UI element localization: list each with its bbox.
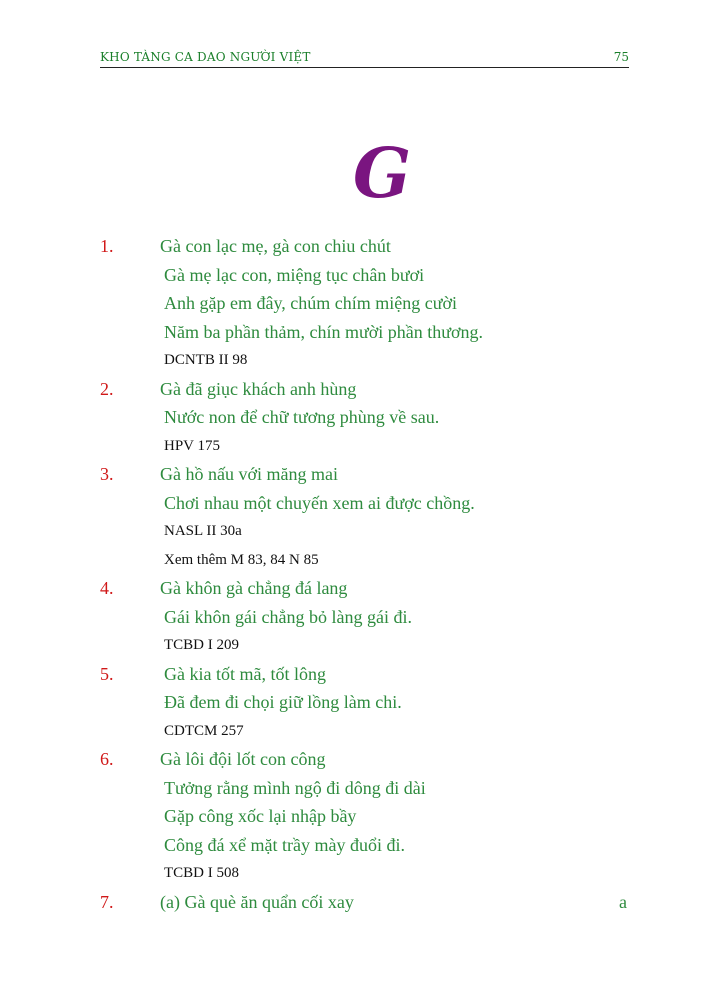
verse-text: Công đá xể mặt trầy mày đuổi đi.: [164, 834, 405, 855]
entries-list: [0, 232, 702, 916]
verse-text: Đã đem đi chọi giữ lồng làm chi.: [164, 692, 402, 712]
entry-number: 3.: [100, 464, 114, 484]
entry-number: 7.: [100, 891, 114, 912]
verse-line: [0, 831, 702, 860]
verse-text: Anh gặp em đây, chúm chím miệng cười: [164, 293, 458, 313]
verse-line: [0, 745, 702, 774]
verse-line: [0, 232, 702, 261]
source-line: [0, 346, 702, 375]
section-letter: G: [353, 134, 412, 214]
source-reference: TCBD I 209: [164, 637, 239, 653]
verse-line: [0, 318, 702, 347]
verse-text: Năm ba phần thảm, chín mười phần thương.: [164, 321, 483, 342]
verse-line: [0, 660, 702, 689]
margin-note: a: [619, 891, 627, 912]
page-number: 75: [613, 50, 629, 64]
source-reference: HPV 175: [164, 437, 220, 454]
source-reference: Xem thêm M 83, 84 N 85: [164, 551, 319, 568]
verse-line: [0, 802, 702, 831]
verse-line: [0, 688, 702, 717]
source-line: [0, 717, 702, 746]
entry-number: 2.: [100, 378, 114, 399]
verse-line: [0, 489, 702, 518]
verse-line: [0, 574, 702, 603]
verse-line: [0, 603, 702, 632]
entry-number: 5.: [100, 663, 114, 684]
verse-line: [0, 774, 702, 803]
entry-number: 1.: [100, 236, 114, 256]
verse-line: [0, 289, 702, 318]
running-header: [100, 48, 629, 68]
verse-text: Gà đã giục khách anh hùng: [160, 378, 357, 399]
verse-text: Gà con lạc mẹ, gà con chiu chút: [160, 236, 391, 256]
verse-text: Gà hồ nấu với măng mai: [160, 464, 338, 484]
source-reference: DCNTB II 98: [164, 352, 248, 368]
source-line: [0, 631, 702, 660]
verse-text: Chơi nhau một chuyến xem ai được chồng.: [164, 492, 475, 513]
entry-number: 4.: [100, 578, 114, 598]
source-reference: NASL II 30a: [164, 523, 242, 539]
verse-line: [0, 403, 702, 432]
verse-text: Gặp công xốc lại nhập bầy: [164, 806, 357, 826]
source-line: [0, 517, 702, 546]
source-reference: CDTCM 257: [164, 722, 244, 739]
source-reference: TCBD I 508: [164, 865, 239, 881]
verse-line: [0, 888, 702, 917]
entry-number: 6.: [100, 749, 114, 769]
source-line: [0, 432, 702, 461]
verse-text: Gà mẹ lạc con, miệng tục chân bươi: [164, 264, 425, 285]
verse-text: Gái khôn gái chẳng bỏ làng gái đi.: [164, 606, 412, 627]
verse-line: [0, 460, 702, 489]
header-title: KHO TÀNG CA DAO NGƯỜI VIỆT: [100, 50, 311, 64]
verse-text: Gà kia tốt mã, tốt lông: [164, 663, 326, 684]
verse-text: Tưởng rằng mình ngộ đi dông đi dài: [164, 777, 426, 798]
verse-text: Nước non để chữ tương phùng về sau.: [164, 407, 440, 427]
verse-text: (a) Gà què ăn quẩn cối xay: [160, 891, 354, 912]
verse-text: Gà lôi đội lốt con công: [160, 749, 326, 769]
verse-line: [0, 375, 702, 404]
source-line: [0, 546, 702, 575]
verse-text: Gà khôn gà chẳng đá lang: [160, 578, 348, 598]
source-line: [0, 859, 702, 888]
verse-line: [0, 261, 702, 290]
